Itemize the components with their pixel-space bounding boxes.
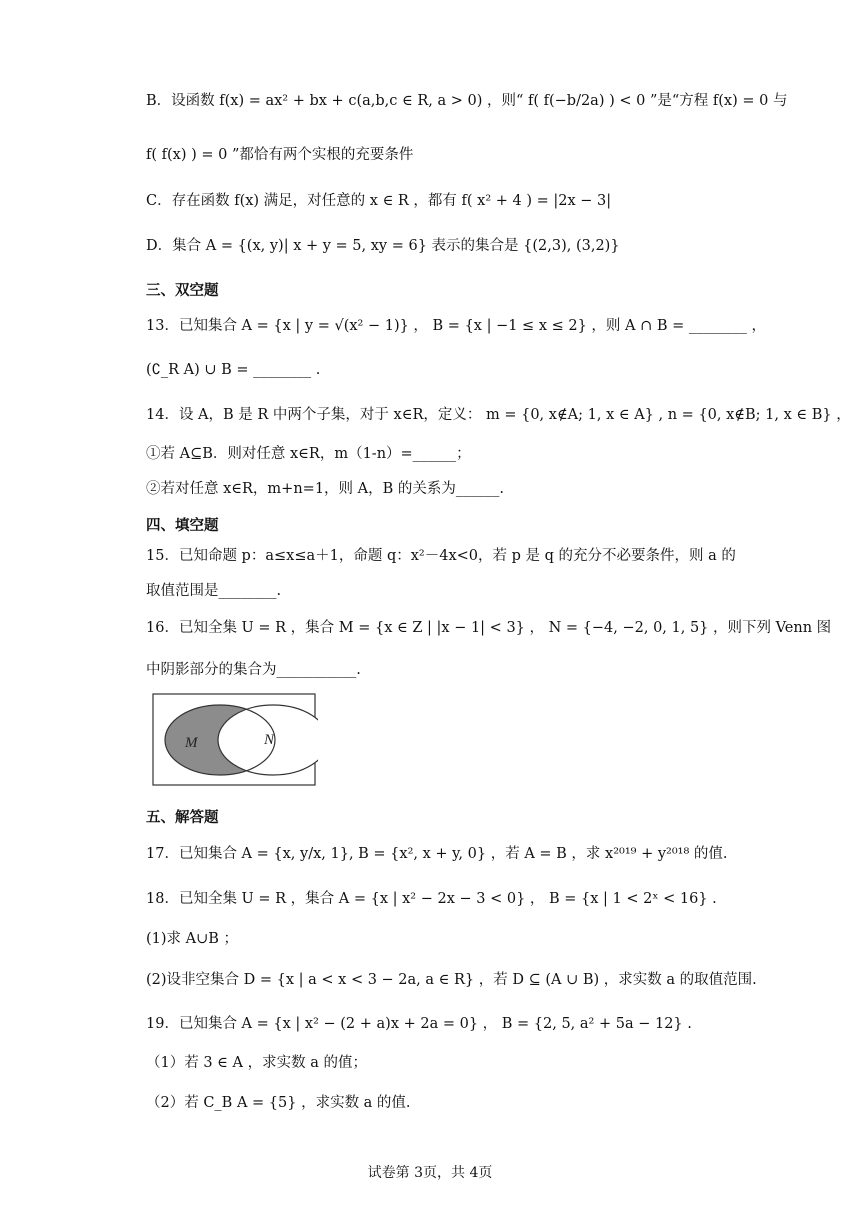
- option-d: D．集合 A = {(x, y)| x + y = 5, xy = 6} 表示的集合是 {(2,3), (3,2)}: [146, 238, 620, 254]
- section-title-double-blank: 三、双空题: [146, 283, 219, 299]
- option-b-line1: B．设函数 f(x) = ax² + bx + c(a,b,c ∈ R, a > 0) ，则“ f( f(−b/2a) ) < 0 ”是“方程 f(x) = 0 与: [146, 93, 788, 109]
- question-13-line2: (∁_R A) ∪ B = ________ .: [146, 362, 321, 378]
- question-14-line3: ②若对任意 x∈R，m+n=1，则 A，B 的关系为______.: [146, 481, 505, 497]
- question-14-line2: ①若 A⊆B．则对任意 x∈R，m（1-n）=______；: [146, 446, 471, 462]
- page-footer: 试卷第 3页，共 4页: [367, 1165, 493, 1181]
- question-16-line2: 中阴影部分的集合为___________.: [146, 662, 361, 678]
- section-title-fill-blank: 四、填空题: [146, 518, 219, 534]
- question-15-line1: 15．已知命题 p：a≤x≤a＋1，命题 q：x²－4x<0，若 p 是 q 的充分不必要条件，则 a 的: [146, 548, 736, 564]
- question-18-line1: 18．已知全集 U = R ，集合 A = {x | x² − 2x − 3 < 0} ， B = {x | 1 < 2ˣ < 16} .: [146, 891, 717, 907]
- question-19-line2: （1）若 3 ∈ A ，求实数 a 的值；: [146, 1055, 367, 1071]
- venn-diagram: [152, 693, 318, 787]
- question-15-line2: 取值范围是________.: [146, 583, 282, 599]
- question-19-line3: （2）若 C_B A = {5} ，求实数 a 的值.: [146, 1095, 411, 1111]
- question-13-line1: 13．已知集合 A = {x | y = √(x² − 1)} ， B = {x | −1 ≤ x ≤ 2} ，则 A ∩ B = ________ ，: [146, 318, 767, 334]
- question-17: 17．已知集合 A = {x, y/x, 1}, B = {x², x + y, 0} ，若 A = B ，求 x²⁰¹⁹ + y²⁰¹⁸ 的值.: [146, 846, 728, 862]
- question-18-line3: (2)设非空集合 D = {x | a < x < 3 − 2a, a ∈ R} ，若 D ⊆ (A ∪ B) ，求实数 a 的取值范围.: [146, 972, 757, 988]
- section-title-solve: 五、解答题: [146, 810, 219, 826]
- venn-label-m: M: [185, 735, 198, 751]
- option-b-line2: f( f(x) ) = 0 ”都恰有两个实根的充要条件: [146, 147, 414, 163]
- question-18-line2: (1)求 A∪B ；: [146, 931, 239, 947]
- question-16-line1: 16．已知全集 U = R ，集合 M = {x ∈ Z | |x − 1| < 3} ， N = {−4, −2, 0, 1, 5} ，则下列 Venn 图: [146, 620, 832, 636]
- question-19-line1: 19．已知集合 A = {x | x² − (2 + a)x + 2a = 0} ， B = {2, 5, a² + 5a − 12} .: [146, 1016, 692, 1032]
- option-c: C．存在函数 f(x) 满足，对任意的 x ∈ R ，都有 f( x² + 4 ) = |2x − 3|: [146, 193, 612, 209]
- venn-label-n: N: [264, 732, 275, 748]
- question-14-line1: 14．设 A，B 是 R 中两个子集，对于 x∈R，定义： m = {0, x∉A; 1, x ∈ A} , n = {0, x∉B; 1, x ∈ B} ，: [146, 407, 851, 423]
